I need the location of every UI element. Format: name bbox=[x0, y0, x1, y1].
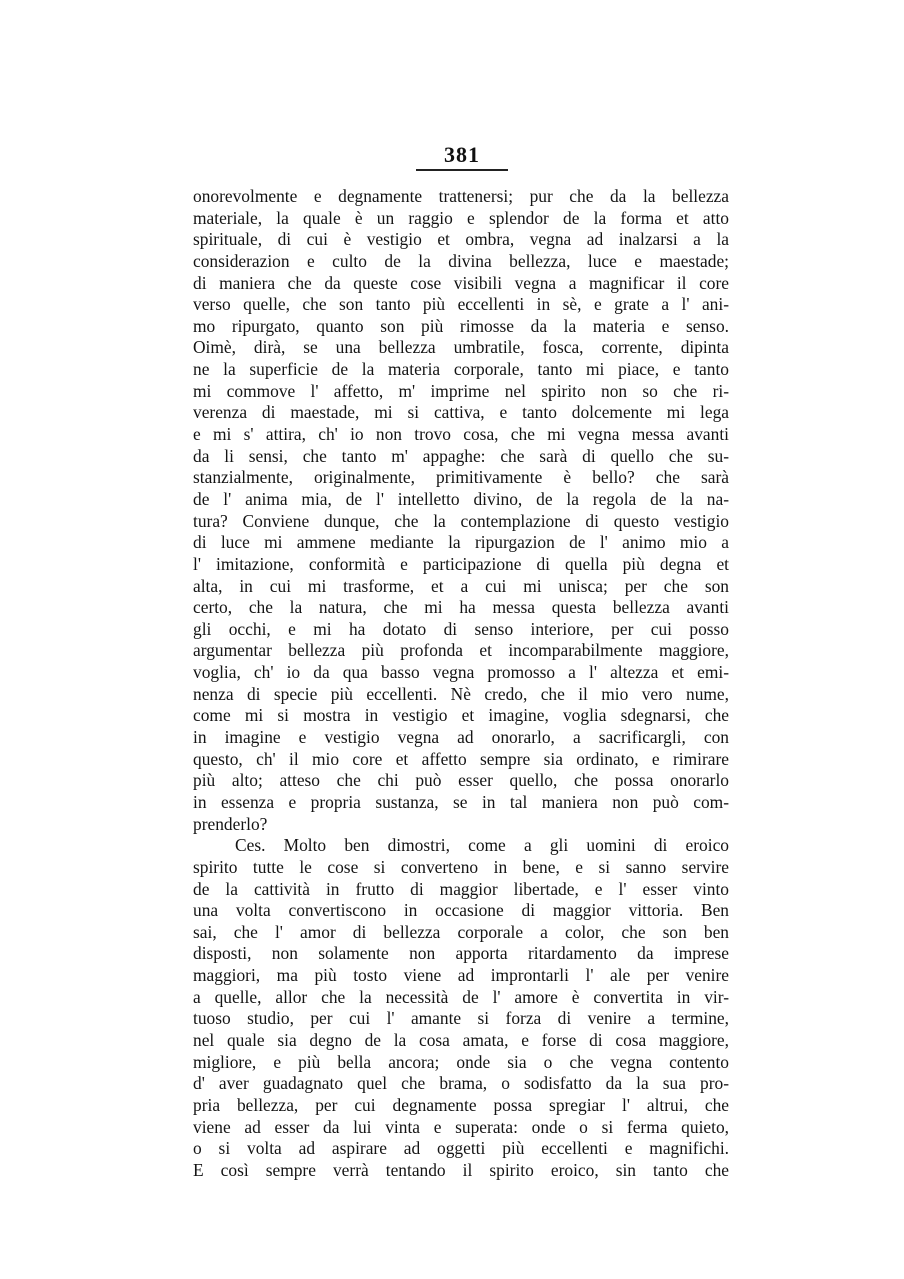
text-line: verso quelle, che son tanto più eccellenti in sè, e grate a l' ani- bbox=[193, 294, 729, 315]
text-line: prenderlo? bbox=[193, 813, 268, 834]
text-line: viene ad esser da lui vinta e superata: onde o si ferma quieto, bbox=[193, 1116, 729, 1137]
text-line: stanzialmente, originalmente, primitivamente è bello? che sarà bbox=[193, 467, 729, 488]
text-line: verenza di maestade, mi si cattiva, e tanto dolcemente mi lega bbox=[193, 402, 729, 423]
text-line: spirituale, di cui è vestigio et ombra, vegna ad inalzarsi a la bbox=[193, 229, 729, 250]
text-line: questo, ch' il mio core et affetto sempre sia ordinato, e rimirare bbox=[193, 748, 729, 769]
page-header bbox=[416, 142, 508, 168]
text-line: nel quale sia degno de la cosa amata, e forse di cosa maggiore, bbox=[193, 1029, 729, 1050]
text-line: pria bellezza, per cui degnamente possa spregiar l' altrui, che bbox=[193, 1094, 729, 1115]
text-line: e mi s' attira, ch' io non trovo cosa, che mi vegna messa avanti bbox=[193, 424, 729, 445]
page-number: 381 bbox=[444, 142, 480, 167]
text-line: maggiori, ma più tosto viene ad improntarli l' ale per venire bbox=[193, 965, 729, 986]
text-line: ne la superficie de la materia corporale, tanto mi piace, e tanto bbox=[193, 359, 729, 380]
text-line: considerazion e culto de la divina bellezza, luce e maestade; bbox=[193, 250, 729, 271]
text-line: a quelle, allor che la necessità de l' amore è convertita in vir- bbox=[193, 986, 729, 1007]
text-line: E così sempre verrà tentando il spirito eroico, sin tanto che bbox=[193, 1159, 729, 1180]
text-line: onorevolmente e degnamente trattenersi; pur che da la bellezza bbox=[193, 186, 729, 206]
text-line: Ces. Molto ben dimostri, come a gli uomini di eroico bbox=[235, 835, 729, 856]
text-line: de l' anima mia, de l' intelletto divino, de la regola de la na- bbox=[193, 488, 729, 509]
text-line: in imagine e vestigio vegna ad onorarlo, a sacrificargli, con bbox=[193, 727, 729, 748]
text-line: in essenza e propria sustanza, se in tal maniera non può com- bbox=[193, 791, 729, 812]
text-line: alta, in cui mi trasforme, et a cui mi unisca; per che son bbox=[193, 575, 729, 596]
text-line: de la cattività in frutto di maggior libertade, e l' esser vinto bbox=[193, 878, 729, 899]
text-line: sai, che l' amor di bellezza corporale a color, che son ben bbox=[193, 921, 729, 942]
text-line: migliore, e più bella ancora; onde sia o che vegna contento bbox=[193, 1051, 729, 1072]
text-line: mi commove l' affetto, m' imprime nel spirito non so che ri- bbox=[193, 380, 729, 401]
text-line: o si volta ad aspirare ad oggetti più eccellenti e magnifichi. bbox=[193, 1138, 729, 1159]
text-line: tuoso studio, per cui l' amante si forza di venire a termine, bbox=[193, 1008, 729, 1029]
text-line: mo ripurgato, quanto son più rimosse da la materia e senso. bbox=[193, 315, 729, 336]
text-line: tura? Conviene dunque, che la contemplazione di questo vestigio bbox=[193, 510, 729, 531]
text-line: da li sensi, che tanto m' appaghe: che sarà di quello che su- bbox=[193, 445, 729, 466]
text-line: Oimè, dirà, se una bellezza umbratile, fosca, corrente, dipinta bbox=[193, 337, 729, 358]
text-line: certo, che la natura, che mi ha messa questa bellezza avanti bbox=[193, 597, 729, 618]
text-line: nenza di specie più eccellenti. Nè credo, che il mio vero nume, bbox=[193, 683, 729, 704]
text-line: gli occhi, e mi ha dotato di senso interiore, per cui posso bbox=[193, 618, 729, 639]
text-line: l' imitazione, conformità e participazione di quella più degna et bbox=[193, 553, 729, 574]
text-line: di luce mi ammene mediante la ripurgazion de l' animo mio a bbox=[193, 532, 729, 553]
text-line: di maniera che da queste cose visibili vegna a magnificar il core bbox=[193, 272, 729, 293]
text-line: spirito tutte le cose si converteno in bene, e si sanno servire bbox=[193, 856, 729, 877]
body-text bbox=[193, 186, 729, 1181]
text-line: materiale, la quale è un raggio e splendor de la forma et atto bbox=[193, 207, 729, 228]
text-line: come mi si mostra in vestigio et imagine, voglia sdegnarsi, che bbox=[193, 705, 729, 726]
text-line: una volta convertiscono in occasione di maggior vittoria. Ben bbox=[193, 900, 729, 921]
header-rule bbox=[416, 169, 508, 171]
text-line: argumentar bellezza più profonda et incomparabilmente maggiore, bbox=[193, 640, 729, 661]
text-line: voglia, ch' io da qua basso vegna promosso a l' altezza et emi- bbox=[193, 662, 729, 683]
text-line: più alto; atteso che chi può esser quello, che possa onorarlo bbox=[193, 770, 729, 791]
text-line: d' aver guadagnato quel che brama, o sodisfatto da la sua pro- bbox=[193, 1073, 729, 1094]
text-line: disposti, non solamente non apporta ritardamento da imprese bbox=[193, 943, 729, 964]
